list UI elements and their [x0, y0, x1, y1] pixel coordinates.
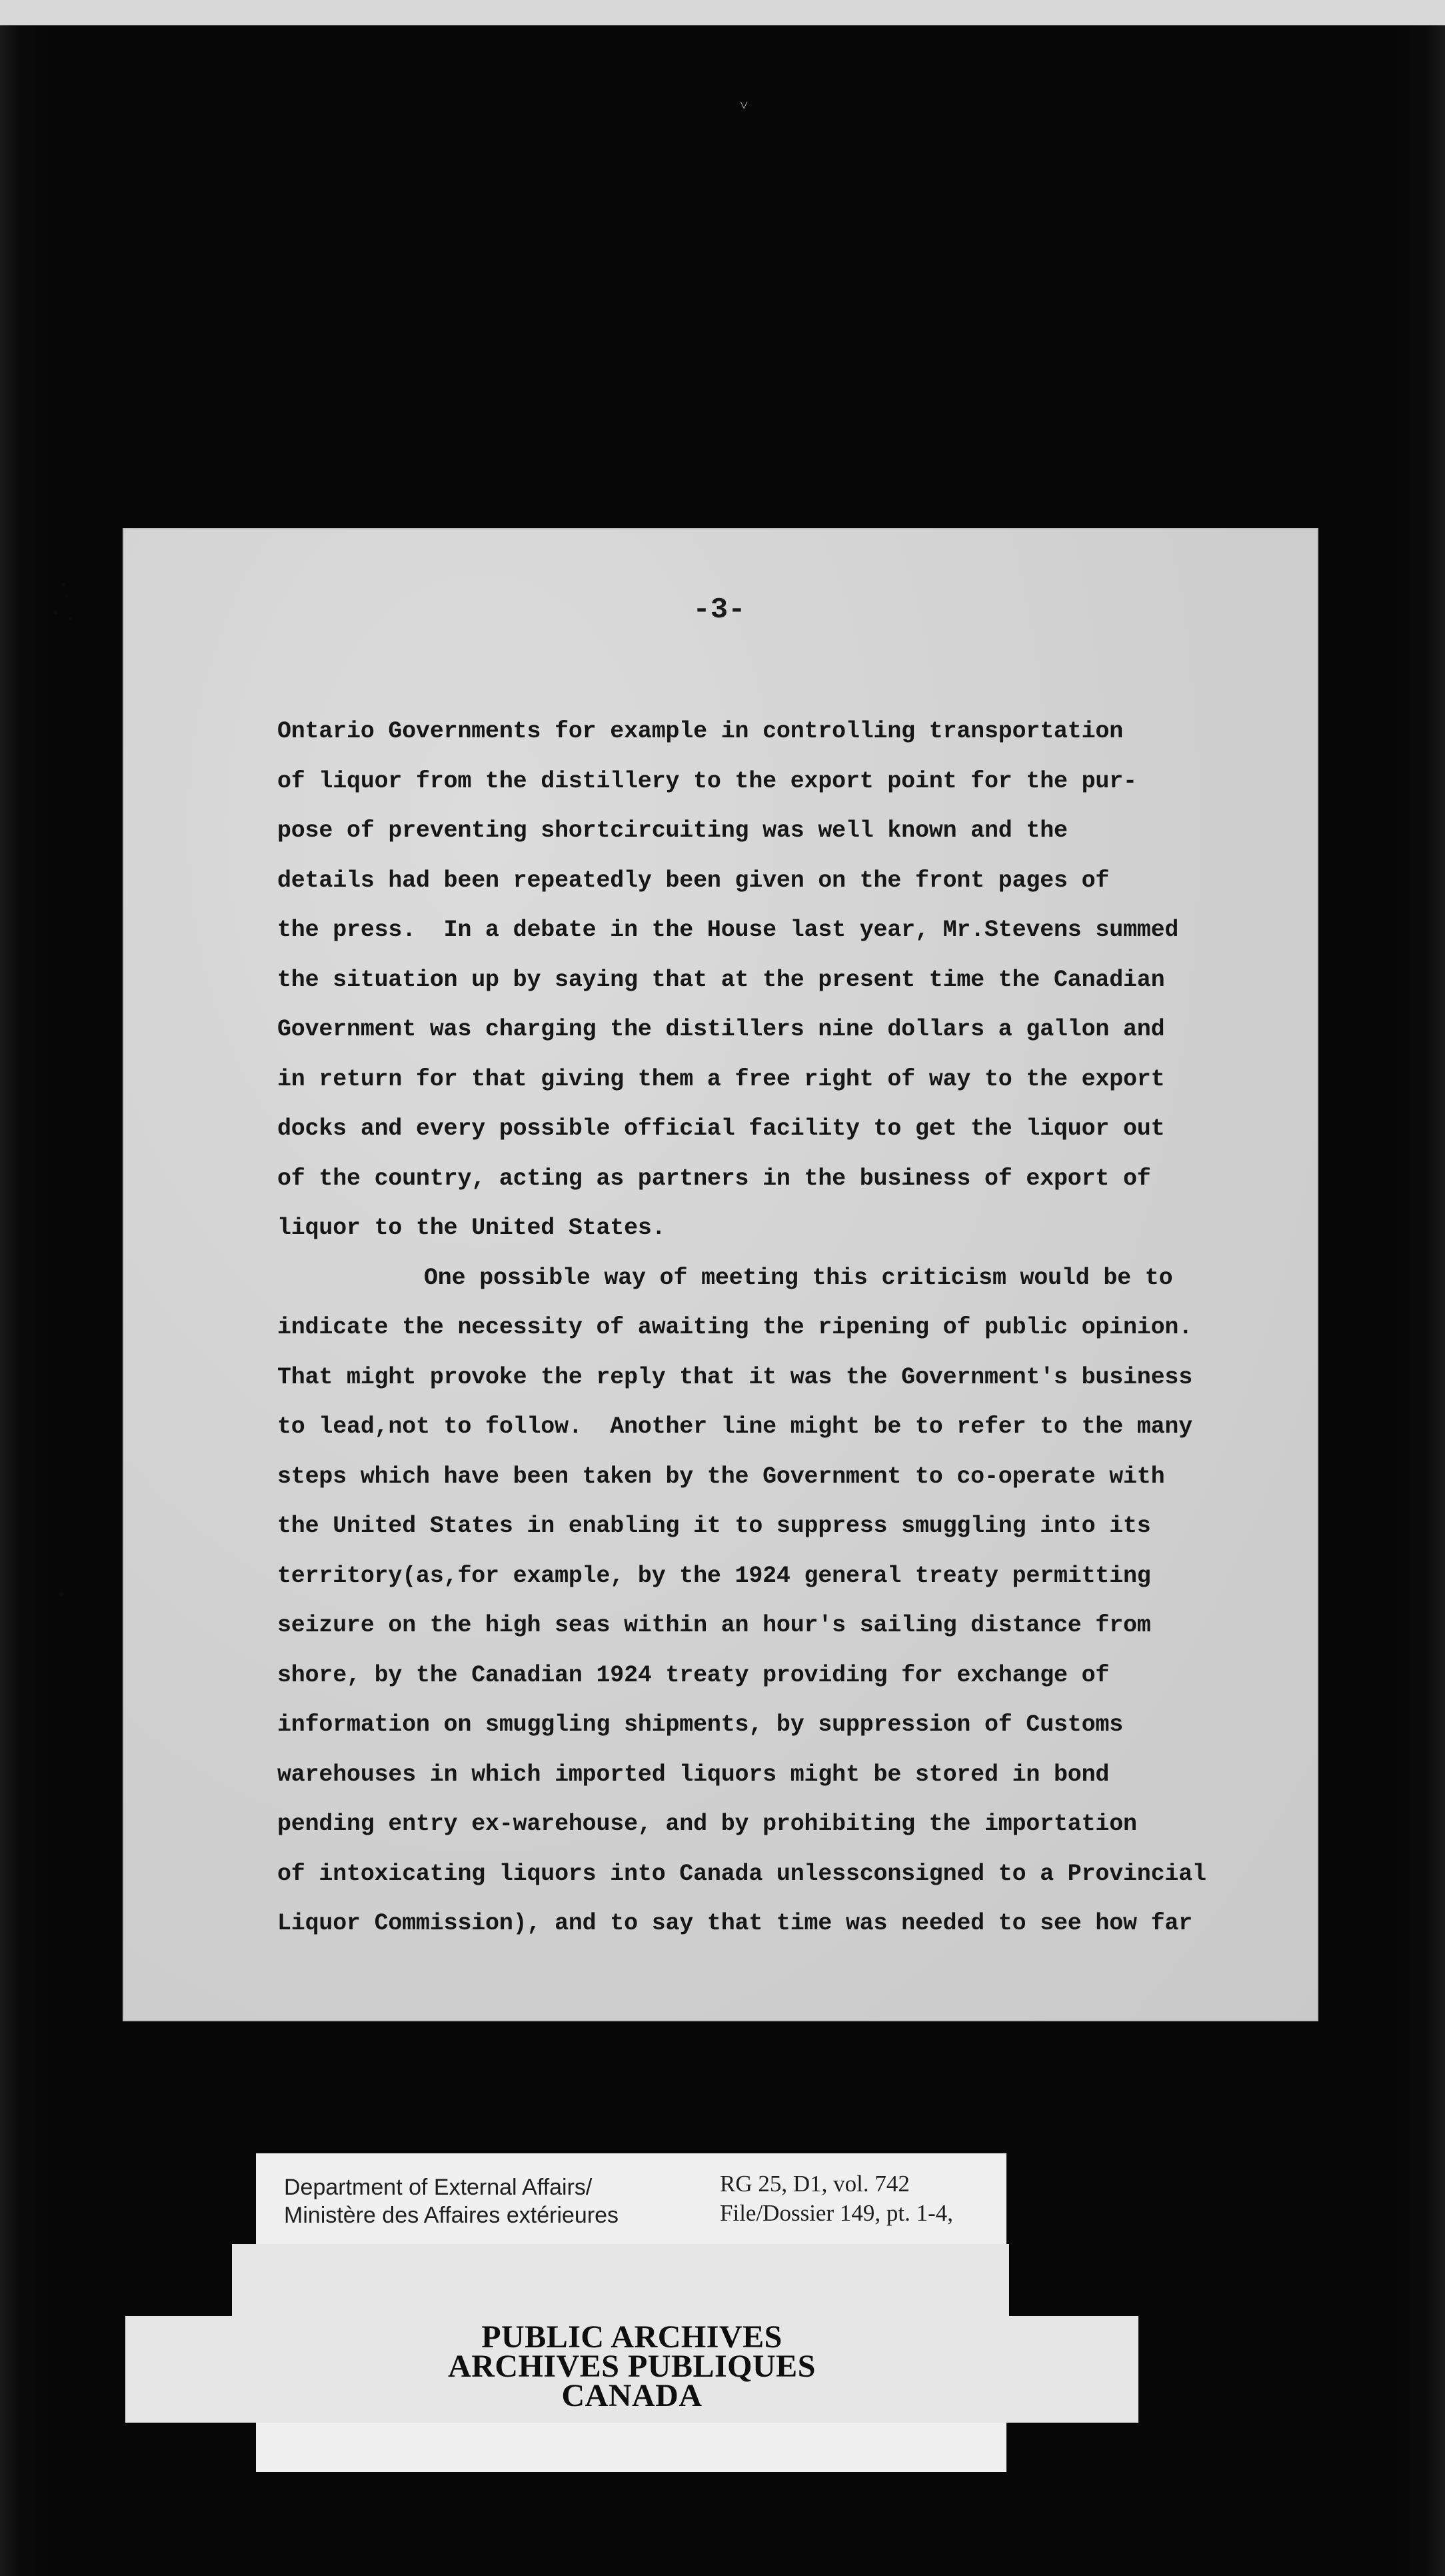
text-line: to lead,not to follow. Another line might be to refer to the many	[277, 1413, 1193, 1440]
text-line: the United States in enabling it to suppress smuggling into its	[277, 1513, 1151, 1539]
band-gap-left	[125, 2244, 232, 2316]
text-line: seizure on the high seas within an hour's sailing distance from	[277, 1612, 1151, 1639]
department-label	[284, 2173, 619, 2229]
text-line: steps which have been taken by the Government to co-operate with	[277, 1463, 1165, 1490]
stamp-line-english: PUBLIC ARCHIVES	[481, 2319, 782, 2355]
film-frame-mark: ˅	[740, 97, 748, 113]
archives-stamp	[125, 2319, 1138, 2413]
text-line: docks and every possible official facility to get the liquor out	[277, 1115, 1165, 1142]
paragraph-start-line: One possible way of meeting this criticism would be to	[424, 1264, 1173, 1291]
stamp-line-country: CANADA	[561, 2378, 703, 2413]
text-line: Liquor Commission), and to say that time was needed to see how far	[277, 1910, 1193, 1937]
text-line: information on smuggling shipments, by suppression of Customs	[277, 1711, 1124, 1738]
text-line: territory(as,for example, by the 1924 general treaty permitting	[277, 1562, 1151, 1589]
text-line: of the country, acting as partners in the business of export of	[277, 1165, 1151, 1192]
text-line: the press. In a debate in the House last year, Mr.Stevens summed	[277, 917, 1179, 943]
text-line: indicate the necessity of awaiting the ripening of public opinion.	[277, 1314, 1193, 1341]
record-group: RG 25, D1, vol. 742	[720, 2171, 910, 2197]
archive-card-lower-strip	[256, 2423, 1006, 2472]
page-number: -3-	[693, 593, 746, 627]
text-line: Ontario Governments for example in controlling transportation	[277, 718, 1124, 745]
film-top-edge	[0, 0, 1445, 25]
text-line: of intoxicating liquors into Canada unlessconsigned to a Provincial	[277, 1860, 1206, 1887]
department-french: Ministère des Affaires extérieures	[284, 2203, 619, 2228]
text-line: shore, by the Canadian 1924 treaty providing for exchange of	[277, 1661, 1110, 1689]
text-line: Government was charging the distillers nine dollars a gallon and	[277, 1016, 1165, 1043]
document-page	[123, 528, 1318, 2021]
text-line: liquor to the United States.	[277, 1215, 666, 1241]
record-reference	[720, 2169, 953, 2228]
text-line: the situation up by saying that at the present time the Canadian	[277, 966, 1165, 993]
text-line: warehouses in which imported liquors might be stored in bond	[277, 1761, 1110, 1788]
stamp-line-french: ARCHIVES PUBLIQUES	[448, 2349, 816, 2384]
text-line: That might provoke the reply that it was the Government's business	[277, 1363, 1193, 1391]
department-english: Department of External Affairs/	[284, 2175, 593, 2200]
text-line: of liquor from the distillery to the export point for the pur-	[277, 767, 1137, 795]
text-line: pose of preventing shortcircuiting was well known and the	[277, 817, 1068, 844]
body-text	[277, 707, 1290, 1949]
text-line: pending entry ex-warehouse, and by prohibiting the importation	[277, 1811, 1137, 1837]
text-line: in return for that giving them a free right of way to the export	[277, 1065, 1165, 1093]
band-gap-right	[1009, 2244, 1138, 2316]
file-dossier: File/Dossier 149, pt. 1-4,	[720, 2200, 953, 2226]
archives-stamp-band	[125, 2244, 1138, 2423]
text-line: details had been repeatedly been given on the front pages of	[277, 867, 1110, 894]
